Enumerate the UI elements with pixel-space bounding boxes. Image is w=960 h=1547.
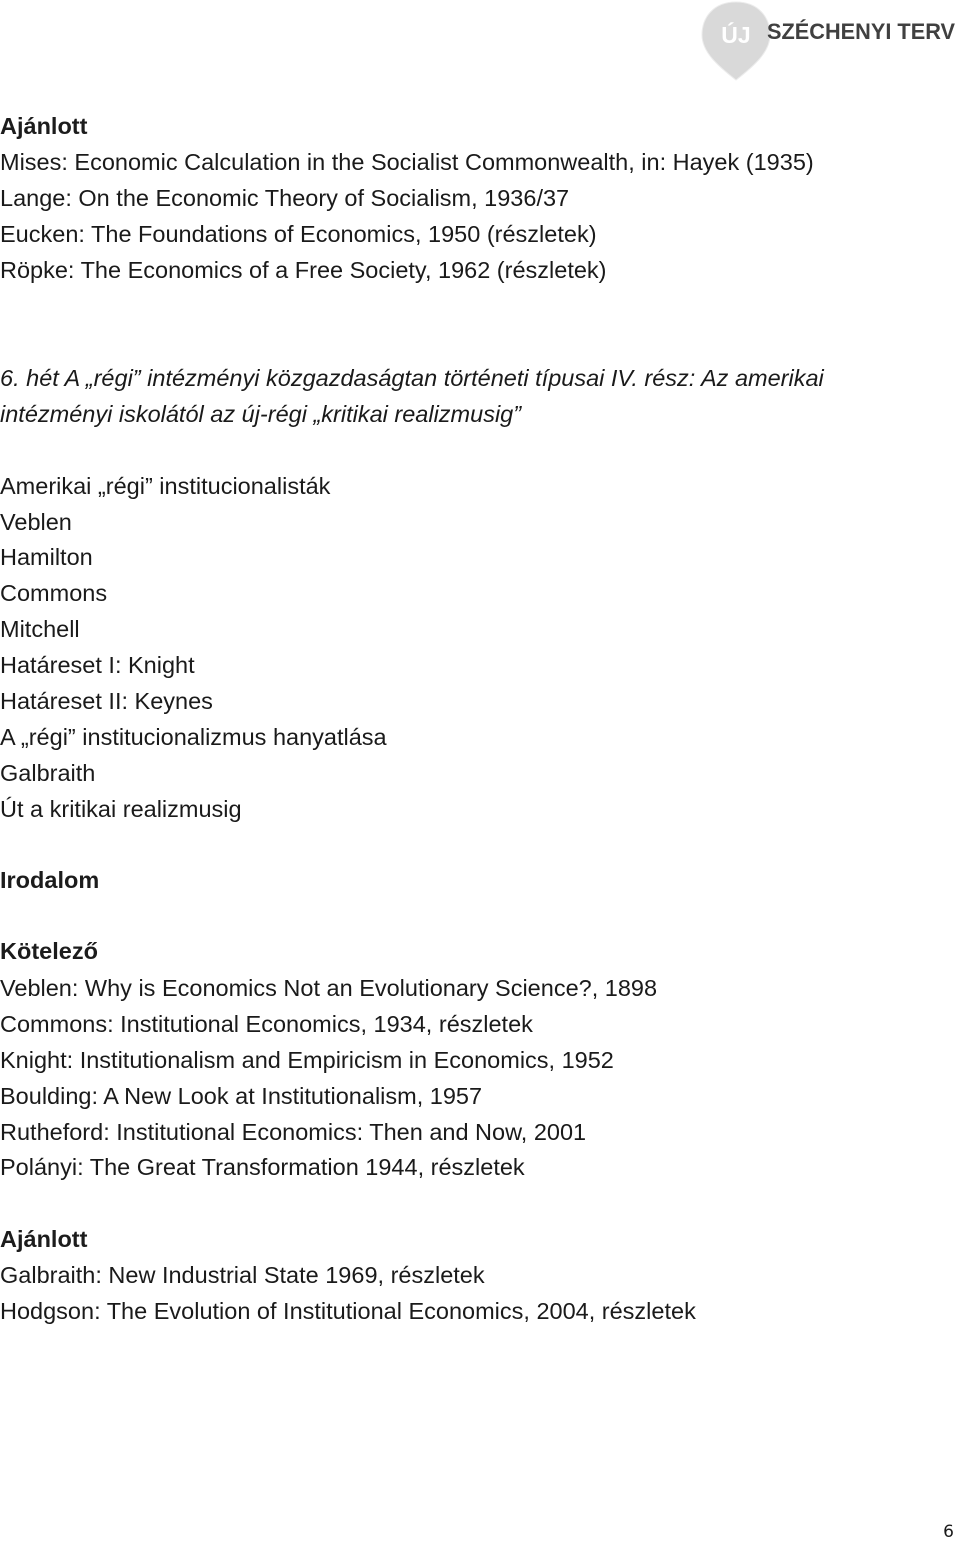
topic-item: Mitchell bbox=[0, 616, 80, 642]
logo-prefix: ÚJ bbox=[721, 22, 751, 48]
topic-item: Határeset II: Keynes bbox=[0, 688, 213, 714]
topic-item: Út a kritikai realizmusig bbox=[0, 796, 242, 822]
topic-item: Commons bbox=[0, 580, 108, 606]
reading-item: Hodgson: The Evolution of Institutional Economics, 2004, részletek bbox=[0, 1298, 696, 1324]
section-heading-ajanlott: Ajánlott bbox=[0, 113, 88, 139]
topic-item: A „régi” institucionalizmus hanyatlása bbox=[0, 724, 387, 750]
week-title-line: intézményi iskolától az új-régi „kritikai realizmusig” bbox=[0, 401, 522, 427]
logo-graphic bbox=[698, 0, 960, 82]
logo-name: SZÉCHENYI TERV bbox=[767, 19, 956, 44]
topic-item: Galbraith bbox=[0, 760, 96, 786]
reading-item: Commons: Institutional Economics, 1934, részletek bbox=[0, 1011, 533, 1037]
reading-item: Polányi: The Great Transformation 1944, részletek bbox=[0, 1154, 525, 1180]
reading-item: Knight: Institutionalism and Empiricism in Economics, 1952 bbox=[0, 1047, 614, 1073]
week-title-line: 6. hét A „régi” intézményi közgazdaságtan történeti típusai IV. rész: Az amerikai bbox=[0, 365, 824, 391]
reading-item: Galbraith: New Industrial State 1969, részletek bbox=[0, 1262, 485, 1288]
section-heading-kotelezo: Kötelező bbox=[0, 938, 98, 964]
reading-item: Röpke: The Economics of a Free Society, 1962 (részletek) bbox=[0, 257, 607, 283]
section-heading-ajanlott: Ajánlott bbox=[0, 1226, 88, 1252]
reading-item: Eucken: The Foundations of Economics, 1950 (részletek) bbox=[0, 221, 597, 247]
topic-item: Határeset I: Knight bbox=[0, 652, 195, 678]
page-number: 6 bbox=[943, 1522, 954, 1542]
szechenyi-terv-logo bbox=[698, 0, 960, 82]
reading-item: Mises: Economic Calculation in the Socialist Commonwealth, in: Hayek (1935) bbox=[0, 149, 814, 175]
topic-item: Veblen bbox=[0, 509, 72, 535]
reading-item: Rutheford: Institutional Economics: Then and Now, 2001 bbox=[0, 1119, 587, 1145]
reading-item: Lange: On the Economic Theory of Socialism, 1936/37 bbox=[0, 185, 570, 211]
topic-item: Hamilton bbox=[0, 544, 93, 570]
reading-item: Veblen: Why is Economics Not an Evolutionary Science?, 1898 bbox=[0, 975, 658, 1001]
section-heading-irodalom: Irodalom bbox=[0, 867, 100, 893]
topic-item: Amerikai „régi” institucionalisták bbox=[0, 473, 331, 499]
reading-item: Boulding: A New Look at Institutionalism, 1957 bbox=[0, 1083, 483, 1109]
